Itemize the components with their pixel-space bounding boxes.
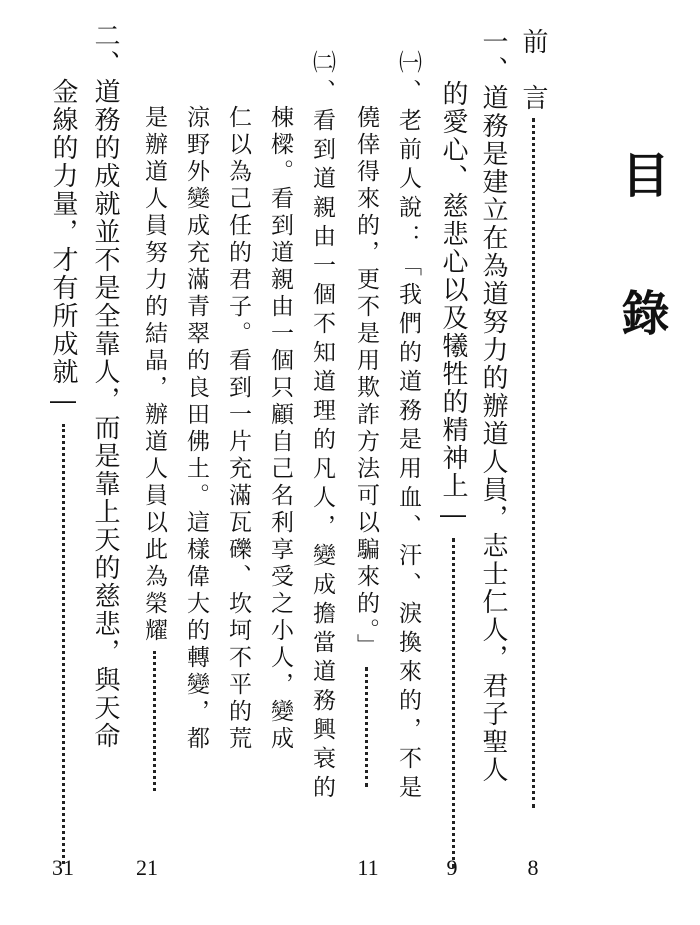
toc-entry-preface [520,28,546,848]
toc-entry-text: 是辦道人員努力的結晶，辦道人員以此為榮耀 [141,105,167,645]
leader-dots [62,424,65,864]
toc-entry-1-2-line-5 [142,105,165,925]
toc-entry-text: 金線的力量，才有所成就― [48,78,78,418]
toc-entry-text: 一、道務是建立在為道努力的辦道人員，志士仁人，君子聖人 [478,28,508,784]
leader-dots [153,651,156,791]
toc-page-number: 8 [527,855,539,880]
toc-page-number: 11 [357,855,379,880]
toc-entry-1-2-line-1 [310,50,333,870]
toc-entry-text: 棟樑。看到道親由一個只顧自己名利享受之小人，變成 [267,105,293,753]
toc-entry-1-line-1 [480,28,506,848]
toc-page-number: 9 [446,855,458,880]
leader-dots [452,538,455,868]
toc-entry-1-2-line-2 [268,105,291,925]
toc-entry-text: 僥倖得來的，更不是用欺詐方法可以騙來的。」 [353,105,379,661]
page-title: 目錄 [613,150,669,426]
toc-entry-1-1-line-2 [354,105,377,925]
toc-entry-1-2-line-3 [226,105,249,925]
toc-page-number: 21 [136,855,158,880]
toc-entry-1-2-line-4 [184,105,207,925]
toc-entry-text: ㈠、老前人說：「我們的道務是用血、汗、淚換來的，不是 [395,50,421,804]
toc-entry-text: ㈡、看到道親由一個不知道理的凡人，變成擔當道務興衰的 [309,50,335,804]
toc-page-number: 31 [52,855,74,880]
leader-dots [365,667,368,787]
toc-entry-text: 二、道務的成就並不是全靠人，而是靠上天的慈悲，與天命 [90,22,120,750]
toc-entry-text: 前 言 [518,28,548,112]
leader-dots [532,118,535,808]
toc-entry-1-line-2 [440,80,466,900]
toc-entry-text: 仁以為己任的君子。看到一片充滿瓦礫、坎坷不平的荒 [225,105,251,753]
toc-entry-text: 的愛心、慈悲心以及犧牲的精神上― [438,80,468,532]
toc-entry-1-1-line-1 [396,50,419,870]
toc-entry-2-line-2 [50,78,76,898]
toc-entry-2-line-1 [92,22,118,842]
toc-entry-text: 涼野外變成充滿青翠的良田佛土。這樣偉大的轉變，都 [183,105,209,753]
